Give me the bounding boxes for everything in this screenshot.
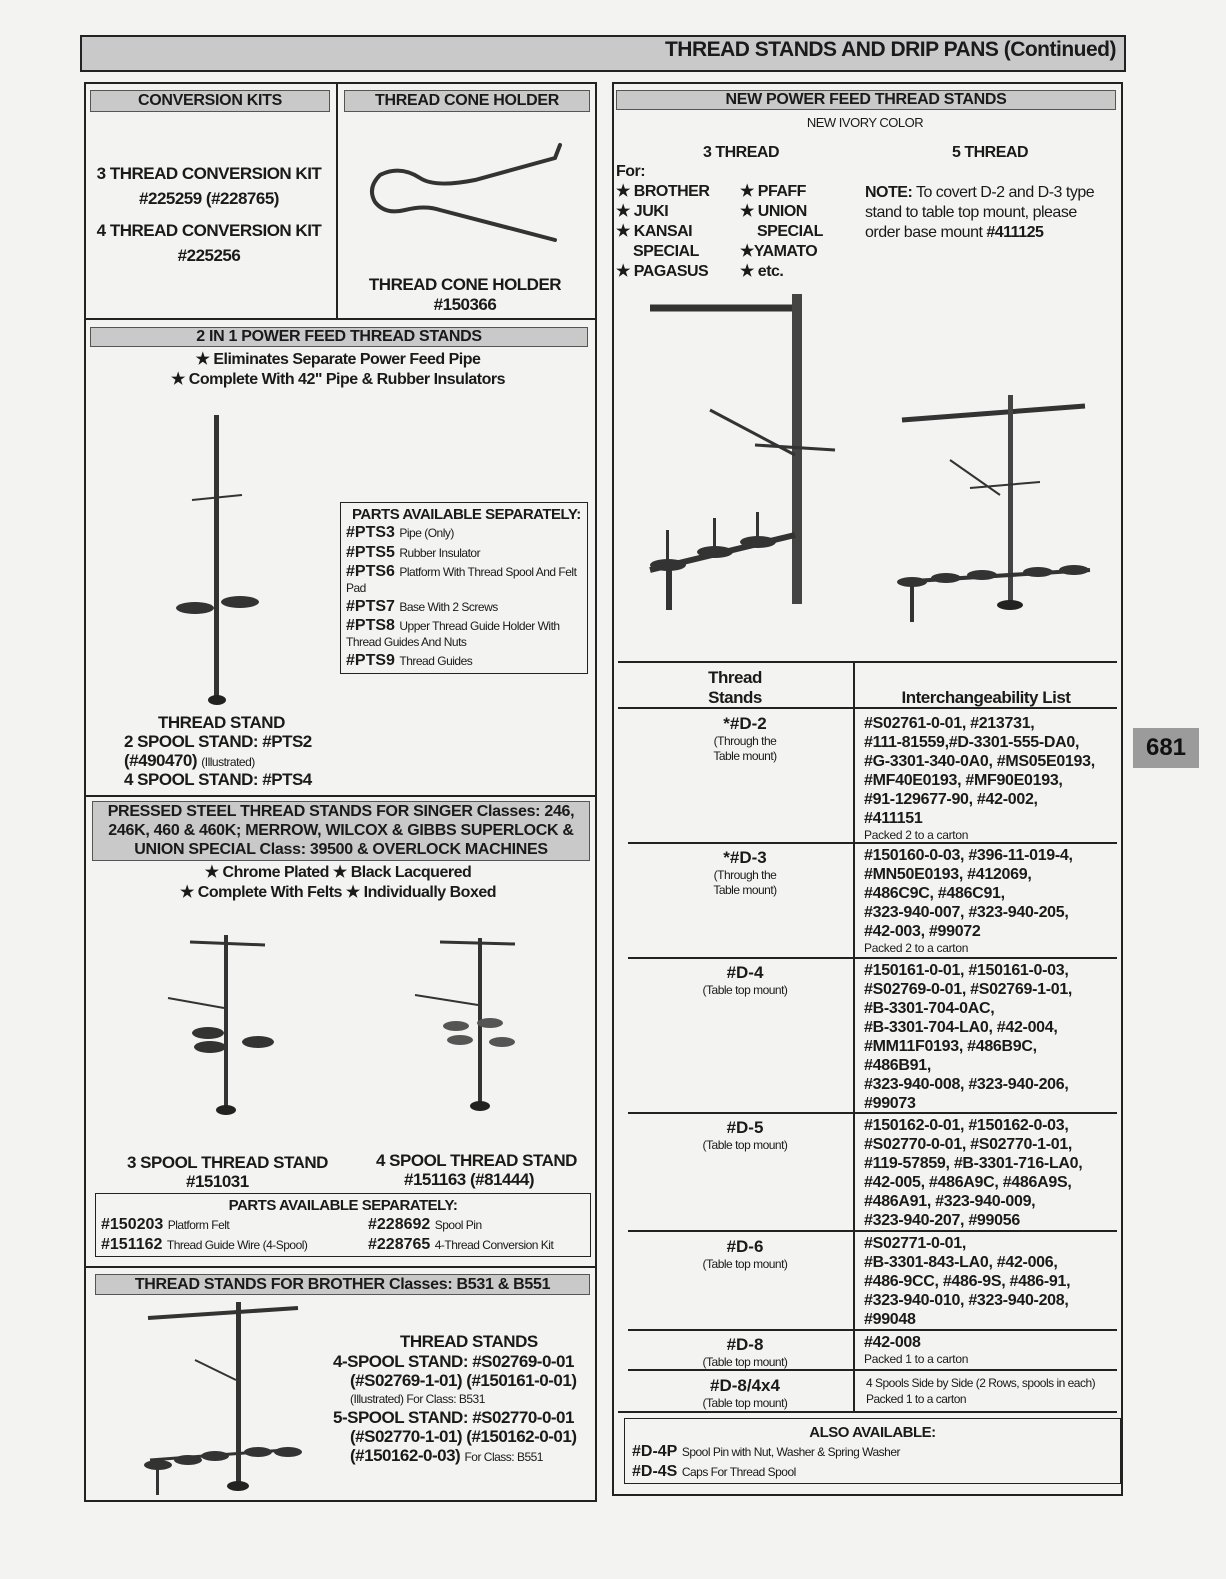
- col-3-thread: 3 THREAD: [703, 144, 780, 161]
- brands-right: ★ PFAFF ★ UNION SPECIAL ★YAMATO ★ etc.: [740, 183, 823, 280]
- kit4-name: 4 THREAD CONVERSION KIT: [96, 221, 322, 240]
- row-d3-stand: *#D-3: [723, 848, 767, 867]
- cone-holder-caption: THREAD CONE HOLDER: [368, 275, 562, 294]
- table-rule: [628, 957, 1117, 959]
- two-spool-stand-drawing: [170, 410, 270, 710]
- conversion-kits-header: CONVERSION KITS: [90, 90, 330, 112]
- pts-parts-list: [346, 524, 582, 670]
- pressed-steel-bullet2: ★ Complete With Felts ★ Individually Boxed: [179, 884, 497, 901]
- table-rule: [628, 842, 1117, 844]
- pts-part: #PTS5 Rubber Insulator: [346, 544, 481, 561]
- kit4-number: #225256: [177, 246, 241, 265]
- kit3-number: #225259 (#228765): [139, 189, 279, 208]
- two-in-one-bullet1: ★ Eliminates Separate Power Feed Pipe: [195, 351, 481, 368]
- for-label: For:: [616, 163, 646, 180]
- row-d4-mount: (Table top mount): [702, 983, 788, 997]
- brands-left: ★ BROTHER ★ JUKI ★ KANSAI SPECIAL ★ PAGASUS: [616, 183, 710, 280]
- pressed-steel-parts-title: PARTS AVAILABLE SEPARATELY:: [228, 1197, 458, 1214]
- five-thread-stand-drawing: [890, 390, 1100, 630]
- stand4-name: 4 SPOOL THREAD STAND: [376, 1151, 577, 1170]
- power-feed-sub: NEW IVORY COLOR: [806, 115, 924, 130]
- also-item: #D-4S Caps For Thread Spool: [632, 1463, 796, 1480]
- row-d2-list: #S02761-0-01, #213731, #111-81559,#D-3301-555-DA0, #G-3301-340-0A0, #MS05E0193, #MF40E0193, #MF90E0193, #91-129677-90, #42-002, #411151 Packed 2 to a carton: [864, 715, 1095, 842]
- row-d6-list: #S02771-0-01, #B-3301-843-LA0, #42-006, #486-9CC, #486-9S, #486-91, #323-940-010, #323-940-208, #99048: [864, 1235, 1071, 1328]
- table-col2-header: Interchangeability List: [901, 688, 1071, 707]
- row-d3-list: #150160-0-03, #396-11-019-4, #MN50E0193, #412069, #486C9C, #486C91, #323-940-007, #323-940-205, #42-003, #99072 Packed 2 to a carton: [864, 847, 1073, 955]
- table-rule: [628, 1230, 1117, 1232]
- three-spool-stand-drawing: [160, 930, 280, 1125]
- three-thread-stand-drawing: [640, 290, 850, 620]
- row-d2-stand: *#D-2: [723, 714, 767, 733]
- cone-holder-number: #150366: [433, 295, 497, 314]
- row-d5-mount: (Table top mount): [702, 1138, 788, 1152]
- page-title: THREAD STANDS AND DRIP PANS (Continued): [664, 38, 1116, 61]
- pressed-steel-part: #228765 4-Thread Conversion Kit: [368, 1236, 554, 1253]
- pts-part: #PTS9 Thread Guides: [346, 652, 473, 669]
- table-rule: [628, 1369, 1117, 1371]
- power-feed-header: NEW POWER FEED THREAD STANDS: [616, 90, 1116, 110]
- divider: [86, 1266, 595, 1268]
- row-d6-mount: (Table top mount): [702, 1257, 788, 1271]
- table-rule: [618, 1411, 1117, 1413]
- row-d2-mount: (Through the Table mount): [713, 734, 777, 763]
- pressed-steel-bullet1: ★ Chrome Plated ★ Black Lacquered: [204, 864, 472, 881]
- pts-part: #PTS7 Base With 2 Screws: [346, 598, 498, 615]
- table-rule: [618, 661, 1117, 663]
- stand3-name: 3 SPOOL THREAD STAND: [127, 1153, 328, 1172]
- brother-title: THREAD STANDS: [400, 1332, 538, 1351]
- table-rule: [628, 1112, 1117, 1114]
- table-rule: [628, 1329, 1117, 1331]
- pts-part: #PTS3 Pipe (Only): [346, 524, 454, 541]
- divider: [86, 795, 595, 797]
- brother-stand-drawing: [140, 1300, 310, 1495]
- pressed-steel-header: PRESSED STEEL THREAD STANDS FOR SINGER Classes: 246, 246K, 460 & 460K; MERROW, WILCOX & GIBBS SUPERLOCK & UNION SPECIAL Class: 39500 & OVERLOCK MACHINES: [92, 801, 590, 861]
- table-rule: [618, 707, 1117, 709]
- two-in-one-cap2: 2 SPOOL STAND: #PTS2: [124, 732, 312, 751]
- brother-l5: (#S02770-1-01) (#150162-0-01): [350, 1427, 577, 1446]
- row-d6-stand: #D-6: [726, 1237, 764, 1256]
- row-d4-list: #150161-0-01, #150161-0-03, #S02769-0-01, #S02769-1-01, #B-3301-704-0AC, #B-3301-704-LA0, #42-004, #MM11F0193, #486B9C, #486B91, #323-940-008, #323-940-206, #99073: [864, 962, 1073, 1112]
- stand4-number: #151163 (#81444): [404, 1170, 535, 1189]
- pressed-steel-part: #228692 Spool Pin: [368, 1216, 482, 1233]
- col-5-thread: 5 THREAD: [952, 144, 1029, 161]
- pressed-steel-part: #150203 Platform Felt: [101, 1216, 230, 1233]
- row-d8-list: #42-008 Packed 1 to a carton: [864, 1334, 969, 1366]
- also-available-title: ALSO AVAILABLE:: [809, 1424, 936, 1441]
- row-d4-stand: #D-4: [726, 963, 764, 982]
- two-in-one-cap1: THREAD STAND: [158, 713, 285, 732]
- power-feed-note: NOTE: To covert D-2 and D-3 type stand to table top mount, please order base mount #411125: [865, 184, 1095, 241]
- divider: [336, 84, 338, 318]
- cone-holder-drawing: [365, 140, 570, 250]
- pts-part: #PTS6 Platform With Thread Spool And Felt Pad: [346, 563, 577, 595]
- pts-parts-title: PARTS AVAILABLE SEPARATELY:: [352, 506, 581, 523]
- stand3-number: #151031: [186, 1172, 249, 1191]
- four-spool-stand-drawing: [410, 930, 530, 1120]
- two-in-one-bullet2: ★ Complete With 42" Pipe & Rubber Insulators: [170, 371, 506, 388]
- two-in-one-header: 2 IN 1 POWER FEED THREAD STANDS: [90, 327, 588, 347]
- table-col-divider: [853, 661, 855, 1413]
- cone-holder-header: THREAD CONE HOLDER: [344, 90, 590, 112]
- brother-l1: 4-SPOOL STAND: #S02769-0-01: [333, 1352, 574, 1371]
- row-d5-stand: #D-5: [726, 1118, 764, 1137]
- brother-l3: (Illustrated) For Class: B531: [350, 1392, 485, 1406]
- brother-l2: (#S02769-1-01) (#150161-0-01): [350, 1371, 577, 1390]
- divider: [86, 318, 595, 320]
- also-item: #D-4P Spool Pin with Nut, Washer & Spring Washer: [632, 1443, 901, 1460]
- table-col1-header: Thread Stands: [708, 668, 762, 707]
- row-d8-mount: (Table top mount): [702, 1355, 788, 1369]
- brother-l6: (#150162-0-03) For Class: B551: [350, 1446, 543, 1465]
- brother-header: THREAD STANDS FOR BROTHER Classes: B531 & B551: [95, 1274, 590, 1295]
- pressed-steel-part: #151162 Thread Guide Wire (4-Spool): [101, 1236, 308, 1253]
- row-d5-list: #150162-0-01, #150162-0-03, #S02770-0-01, #S02770-1-01, #119-57859, #B-3301-716-LA0, #42-005, #486A9C, #486A9S, #486A91, #323-940-009, #323-940-207, #99056: [864, 1117, 1083, 1229]
- two-in-one-cap4: 4 SPOOL STAND: #PTS4: [124, 770, 312, 789]
- row-d8-stand: #D-8: [726, 1335, 764, 1354]
- row-d8-4x4-mount: (Table top mount): [702, 1396, 788, 1410]
- row-d3-mount: (Through the Table mount): [713, 868, 777, 897]
- row-d8-4x4-stand: #D-8/4x4: [710, 1376, 780, 1395]
- page-number: 681: [1133, 728, 1199, 768]
- brother-l4: 5-SPOOL STAND: #S02770-0-01: [333, 1408, 574, 1427]
- row-d8-4x4-notes: 4 Spools Side by Side (2 Rows, spools in each) Packed 1 to a carton: [866, 1376, 1096, 1406]
- kit3-name: 3 THREAD CONVERSION KIT: [96, 164, 322, 183]
- pts-part: #PTS8 Upper Thread Guide Holder With Thread Guides And Nuts: [346, 617, 560, 649]
- two-in-one-cap3: (#490470) (Illustrated): [124, 751, 255, 770]
